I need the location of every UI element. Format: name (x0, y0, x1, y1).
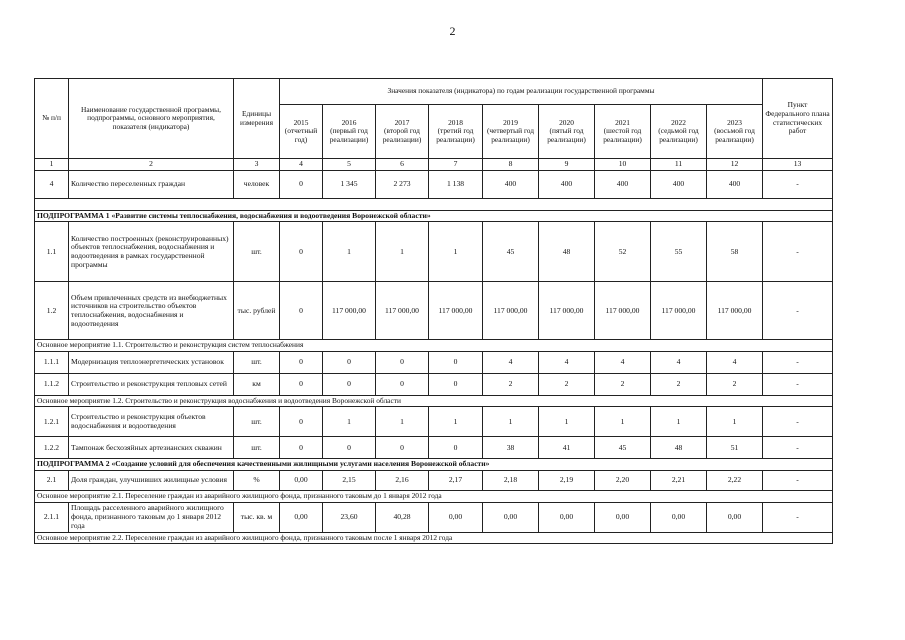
column-number: 10 (595, 159, 651, 171)
row-num: 2.1.1 (35, 502, 69, 532)
row-unit: км (234, 373, 280, 395)
header-year-2018 (429, 105, 483, 159)
row-unit: шт. (234, 351, 280, 373)
row-num: 2.1 (35, 471, 69, 491)
year-note: (восьмой год реализации) (714, 126, 755, 144)
row-num: 1.2.2 (35, 437, 69, 459)
row-num: 1.1.2 (35, 373, 69, 395)
header-num: № п/п (35, 79, 69, 159)
row-unit: человек (234, 170, 280, 198)
column-number: 2 (69, 159, 234, 171)
row-value: 2 273 (376, 170, 429, 198)
year-label: 2017 (394, 117, 410, 127)
table-row (35, 471, 833, 491)
row-unit: шт. (234, 407, 280, 437)
row-value: 117 000,00 (595, 282, 651, 340)
row-value: 1 (483, 407, 539, 437)
row-value: 2,20 (595, 471, 651, 491)
header-year-2016 (323, 105, 376, 159)
row-value: 0,00 (651, 502, 707, 532)
row-value: 1 (429, 407, 483, 437)
column-number: 9 (539, 159, 595, 171)
subprogram-title: ПОДПРОГРАММА 2 «Создание условий для обеспечения качественными жилищными услугами населения Воронежской области» (35, 459, 833, 471)
table-row (35, 351, 833, 373)
column-number: 1 (35, 159, 69, 171)
row-plan: - (763, 170, 833, 198)
year-label: 2019 (503, 117, 518, 127)
row-plan: - (763, 471, 833, 491)
row-plan: - (763, 351, 833, 373)
column-number: 3 (234, 159, 280, 171)
subprogram-row (35, 459, 833, 471)
row-value: 1 (539, 407, 595, 437)
header-year-2022 (651, 105, 707, 159)
row-value: 400 (651, 170, 707, 198)
row-num: 1.1 (35, 222, 69, 282)
row-plan: - (763, 282, 833, 340)
year-label: 2015 (293, 117, 309, 127)
row-value: 400 (707, 170, 763, 198)
header-name: Наименование государственной программы, подпрограммы, основного мероприятия, показателя (индикатора) (69, 79, 234, 159)
year-label: 2023 (727, 117, 742, 127)
row-value: 45 (483, 222, 539, 282)
row-value: 2 (595, 373, 651, 395)
row-value: 0,00 (595, 502, 651, 532)
row-value: 0 (323, 351, 376, 373)
row-value: 4 (539, 351, 595, 373)
row-value: 1 (323, 222, 376, 282)
row-value: 2,22 (707, 471, 763, 491)
row-value: 2 (651, 373, 707, 395)
row-value: 0 (280, 437, 323, 459)
row-value: 55 (651, 222, 707, 282)
row-value: 2 (707, 373, 763, 395)
row-value: 0,00 (483, 502, 539, 532)
column-number: 5 (323, 159, 376, 171)
row-value: 1 (429, 222, 483, 282)
row-value: 0,00 (539, 502, 595, 532)
row-name: Количество переселенных граждан (69, 170, 234, 198)
indicators-table (34, 78, 833, 544)
column-number: 6 (376, 159, 429, 171)
row-value: 2 (539, 373, 595, 395)
header-year-2021 (595, 105, 651, 159)
row-value: 0 (376, 373, 429, 395)
row-value: 2,17 (429, 471, 483, 491)
row-plan: - (763, 502, 833, 532)
column-number: 12 (707, 159, 763, 171)
row-value: 45 (595, 437, 651, 459)
row-unit: тыс. кв. м (234, 502, 280, 532)
header-year-2015 (280, 105, 323, 159)
row-name: Модернизация теплоэнергетических установок (69, 351, 234, 373)
table-row (35, 407, 833, 437)
row-value: 0 (429, 351, 483, 373)
measure-title: Основное мероприятие 2.1. Переселение граждан из аварийного жилищного фонда, признанного таковым до 1 января 2012 года (35, 491, 833, 503)
row-value: 1 (376, 222, 429, 282)
subprogram-row (35, 210, 833, 222)
row-value: 41 (539, 437, 595, 459)
column-number: 8 (483, 159, 539, 171)
row-unit: % (234, 471, 280, 491)
row-unit: шт. (234, 437, 280, 459)
header-row (35, 79, 833, 105)
row-plan: - (763, 407, 833, 437)
row-name: Строительство и реконструкция тепловых сетей (69, 373, 234, 395)
row-value: 1 345 (323, 170, 376, 198)
row-unit: шт. (234, 222, 280, 282)
row-value: 4 (483, 351, 539, 373)
row-name: Тампонаж бесхозяйных артезианских скважин (69, 437, 234, 459)
row-num: 1.1.1 (35, 351, 69, 373)
measure-row (35, 532, 833, 544)
table-row (35, 437, 833, 459)
row-value: 0 (376, 437, 429, 459)
year-note: (отчетный год) (284, 126, 318, 144)
row-value: 0 (280, 222, 323, 282)
row-value: 52 (595, 222, 651, 282)
column-number-row (35, 159, 833, 171)
row-name: Площадь расселенного аварийного жилищного фонда, признанного таковым до 1 января 2012 года (69, 502, 234, 532)
year-label: 2022 (671, 117, 686, 127)
row-value: 0,00 (429, 502, 483, 532)
header-year-2023 (707, 105, 763, 159)
year-note: (шестой год реализации) (603, 126, 642, 144)
row-value: 0 (376, 351, 429, 373)
row-value: 1 (376, 407, 429, 437)
row-value: 1 (707, 407, 763, 437)
column-number: 4 (280, 159, 323, 171)
row-value: 0 (280, 282, 323, 340)
row-value: 1 (651, 407, 707, 437)
year-label: 2018 (448, 117, 463, 127)
column-number: 7 (429, 159, 483, 171)
blank-cell (35, 198, 833, 210)
row-value: 51 (707, 437, 763, 459)
row-value: 2 (483, 373, 539, 395)
year-note: (третий год реализации) (436, 126, 475, 144)
row-plan: - (763, 373, 833, 395)
header-year-2020 (539, 105, 595, 159)
measure-title: Основное мероприятие 2.2. Переселение граждан из аварийного жилищного фонда, признанного таковым после 1 января 2012 года (35, 532, 833, 544)
year-note: (седьмой год реализации) (658, 126, 699, 144)
measure-title: Основное мероприятие 1.2. Строительство и реконструкция водоснабжения и водоотведения Воронежской области (35, 395, 833, 407)
year-label: 2020 (559, 117, 574, 127)
measure-title: Основное мероприятие 1.1. Строительство и реконструкция систем теплоснабжения (35, 340, 833, 352)
row-num: 4 (35, 170, 69, 198)
measure-row (35, 340, 833, 352)
row-value: 0,00 (280, 502, 323, 532)
row-value: 0 (429, 373, 483, 395)
row-plan: - (763, 222, 833, 282)
row-value: 0 (280, 351, 323, 373)
row-value: 0 (280, 407, 323, 437)
row-value: 0,00 (280, 471, 323, 491)
header-year-2017 (376, 105, 429, 159)
row-value: 2,21 (651, 471, 707, 491)
row-name: Строительство и реконструкция объектов водоснабжения и водоотведения (69, 407, 234, 437)
row-value: 0 (429, 437, 483, 459)
row-value: 4 (651, 351, 707, 373)
row-name: Доля граждан, улучшивших жилищные условия (69, 471, 234, 491)
row-value: 2,15 (323, 471, 376, 491)
row-value: 117 000,00 (376, 282, 429, 340)
year-label: 2016 (341, 117, 357, 127)
row-value: 2,16 (376, 471, 429, 491)
row-value: 40,28 (376, 502, 429, 532)
row-value: 58 (707, 222, 763, 282)
row-value: 117 000,00 (539, 282, 595, 340)
row-value: 1 138 (429, 170, 483, 198)
row-value: 117 000,00 (323, 282, 376, 340)
column-number: 13 (763, 159, 833, 171)
row-value: 400 (595, 170, 651, 198)
row-value: 0 (280, 373, 323, 395)
row-value: 2,18 (483, 471, 539, 491)
header-values-title: Значения показателя (индикатора) по годам реализации государственной программы (280, 79, 763, 105)
table-row (35, 222, 833, 282)
row-num: 1.2.1 (35, 407, 69, 437)
year-note: (второй год реализации) (382, 126, 422, 144)
row-value: 117 000,00 (707, 282, 763, 340)
page-number: 2 (449, 24, 456, 38)
row-value: 400 (539, 170, 595, 198)
row-name: Объем привлеченных средств из внебюджетных источников на строительство объектов теплоснабжения, водоснабжения и водоотведения (69, 282, 234, 340)
row-value: 0,00 (707, 502, 763, 532)
year-label: 2021 (615, 117, 630, 127)
column-number: 11 (651, 159, 707, 171)
table-row (35, 373, 833, 395)
year-note: (пятый год реализации) (547, 126, 586, 144)
header-plan: Пункт Федерального плана статистических работ (763, 79, 833, 159)
row-value: 0 (280, 170, 323, 198)
header-unit: Единицы измерения (234, 79, 280, 159)
row-value: 0 (323, 373, 376, 395)
row-value: 4 (595, 351, 651, 373)
measure-row (35, 395, 833, 407)
header-year-2019 (483, 105, 539, 159)
row-value: 4 (707, 351, 763, 373)
row-value: 1 (595, 407, 651, 437)
measure-row (35, 491, 833, 503)
row-name: Количество построенных (реконструированных) объектов теплоснабжения, водоснабжения и водоотведения в рамках государственной программы (69, 222, 234, 282)
table-row (35, 170, 833, 198)
row-plan: - (763, 437, 833, 459)
blank-row (35, 198, 833, 210)
row-value: 400 (483, 170, 539, 198)
row-value: 117 000,00 (483, 282, 539, 340)
row-value: 1 (323, 407, 376, 437)
row-unit: тыс. рублей (234, 282, 280, 340)
row-value: 117 000,00 (429, 282, 483, 340)
subprogram-title: ПОДПРОГРАММА 1 «Развитие системы теплоснабжения, водоснабжения и водоотведения Воронежской области» (35, 210, 833, 222)
row-value: 48 (651, 437, 707, 459)
row-num: 1.2 (35, 282, 69, 340)
row-value: 117 000,00 (651, 282, 707, 340)
row-value: 38 (483, 437, 539, 459)
row-value: 48 (539, 222, 595, 282)
table-row (35, 502, 833, 532)
row-value: 0 (323, 437, 376, 459)
year-note: (четвертый год реализации) (486, 126, 535, 144)
row-value: 23,60 (323, 502, 376, 532)
row-value: 2,19 (539, 471, 595, 491)
table-row (35, 282, 833, 340)
year-note: (первый год реализации) (329, 126, 369, 144)
